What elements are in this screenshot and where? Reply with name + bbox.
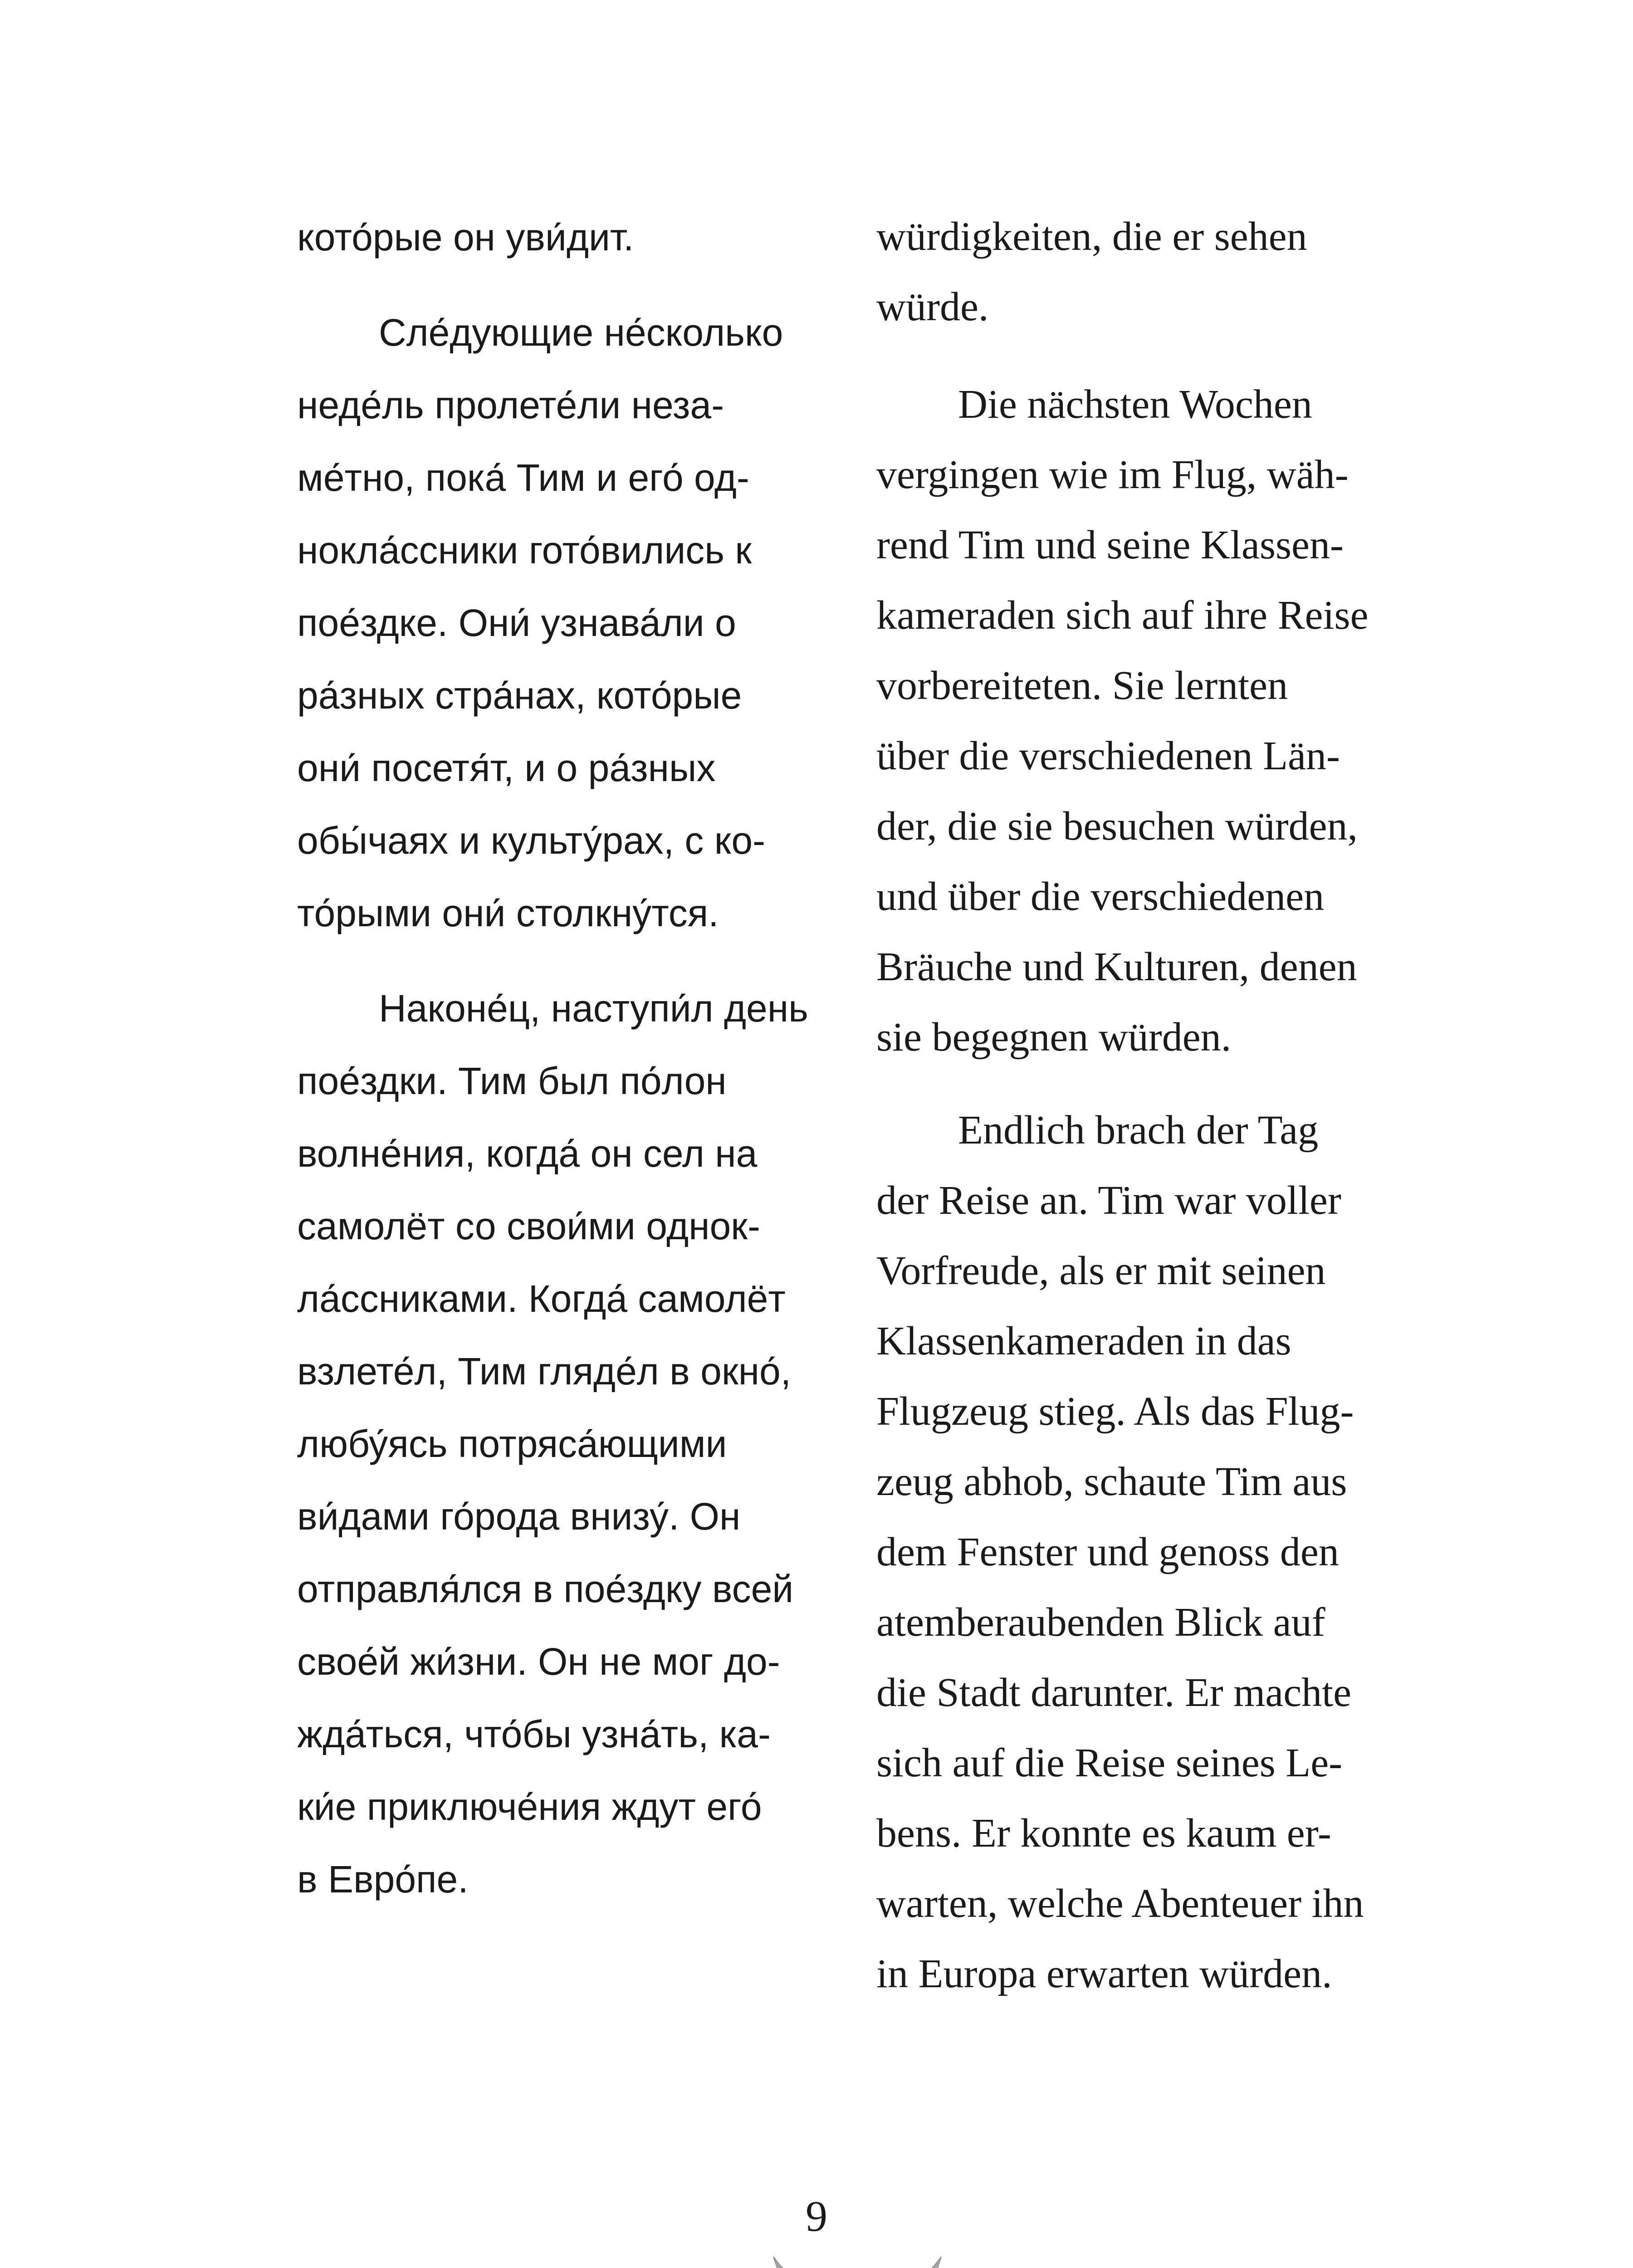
text-line: Vorfreude, als er mit seinen [876, 1248, 1326, 1293]
text-line: warten, welche Abenteuer ihn [876, 1881, 1364, 1926]
text-line: atemberaubenden Blick auf [876, 1600, 1325, 1645]
text-line: Bräuche und Kulturen, denen [876, 944, 1357, 989]
text-line: Сле́дующие не́сколько [379, 311, 783, 354]
text-line: Klassenkameraden in das [876, 1319, 1291, 1364]
text-line: der, die sie besuchen würden, [876, 804, 1358, 849]
page-number: 9 [806, 2192, 827, 2240]
text-line: sie begegnen würden. [876, 1015, 1232, 1060]
text-line: ме́тно, пока́ Тим и его́ од- [297, 456, 749, 499]
text-line: любу́ясь потряса́ющими [297, 1422, 727, 1465]
text-line: нокла́ссники гото́вились к [297, 529, 752, 572]
text-line: обы́чаях и культу́рах, с ко- [297, 819, 766, 862]
text-line: in Europa erwarten würden. [876, 1951, 1332, 1996]
text-line: würdigkeiten, die er sehen [876, 214, 1307, 259]
text-line: zeug abhob, schaute Tim aus [876, 1459, 1347, 1504]
text-line: Die nächsten Wochen [958, 382, 1312, 427]
text-line: Наконе́ц, наступи́л день [379, 987, 808, 1030]
text-line: то́рыми они́ столкну́тся. [297, 892, 719, 934]
text-line: Endlich brach der Tag [958, 1108, 1319, 1153]
text-line: würde. [876, 284, 989, 329]
text-line: пое́здке. Они́ узнава́ли о [297, 601, 736, 644]
text-line: Flugzeug stieg. Als das Flug- [876, 1389, 1354, 1434]
text-line: rend Tim und seine Klassen- [876, 523, 1344, 567]
text-line: der Reise an. Tim war voller [876, 1178, 1341, 1223]
text-line: ки́е приключе́ния ждут его́ [297, 1785, 762, 1828]
text-line: sich auf die Reise seines Le- [876, 1740, 1343, 1785]
text-line: die Stadt darunter. Er machte [876, 1670, 1352, 1715]
text-line: dem Fenster und genoss den [876, 1530, 1339, 1574]
text-line: свое́й жи́зни. Он не мог до- [297, 1640, 780, 1683]
text-line: волне́ния, когда́ он сел на [297, 1132, 758, 1175]
text-line: в Евро́пе. [297, 1858, 469, 1901]
bat-icon [771, 2252, 944, 2268]
text-line: vergingen wie im Flug, wäh- [876, 452, 1349, 497]
text-line: ла́ссниками. Когда́ самолёт [297, 1277, 786, 1320]
text-line: самолёт со свои́ми однок- [297, 1205, 760, 1247]
text-line: неде́ль пролете́ли неза- [297, 384, 724, 426]
text-line: bens. Er konnte es kaum er- [876, 1811, 1331, 1856]
text-line: пое́здки. Тим был по́лон [297, 1060, 727, 1102]
text-line: кото́рые он уви́дит. [297, 216, 634, 259]
text-line: kameraden sich auf ihre Reise [876, 593, 1369, 638]
text-line: vorbereiteten. Sie lernten [876, 663, 1288, 708]
text-line: ра́зных стра́нах, кото́рые [297, 674, 742, 717]
text-line: über die verschiedenen Län- [876, 733, 1340, 778]
text-line: жда́ться, что́бы узна́ть, ка- [297, 1713, 771, 1755]
text-line: они́ посетя́т, и о ра́зных [297, 747, 716, 789]
text-line: взлете́л, Тим гляде́л в окно́, [297, 1350, 792, 1393]
text-line: отправля́лся в пое́здку всей [297, 1568, 794, 1610]
text-line: und über die verschiedenen [876, 874, 1325, 919]
text-line: ви́дами го́рода внизу́. Он [297, 1495, 741, 1538]
